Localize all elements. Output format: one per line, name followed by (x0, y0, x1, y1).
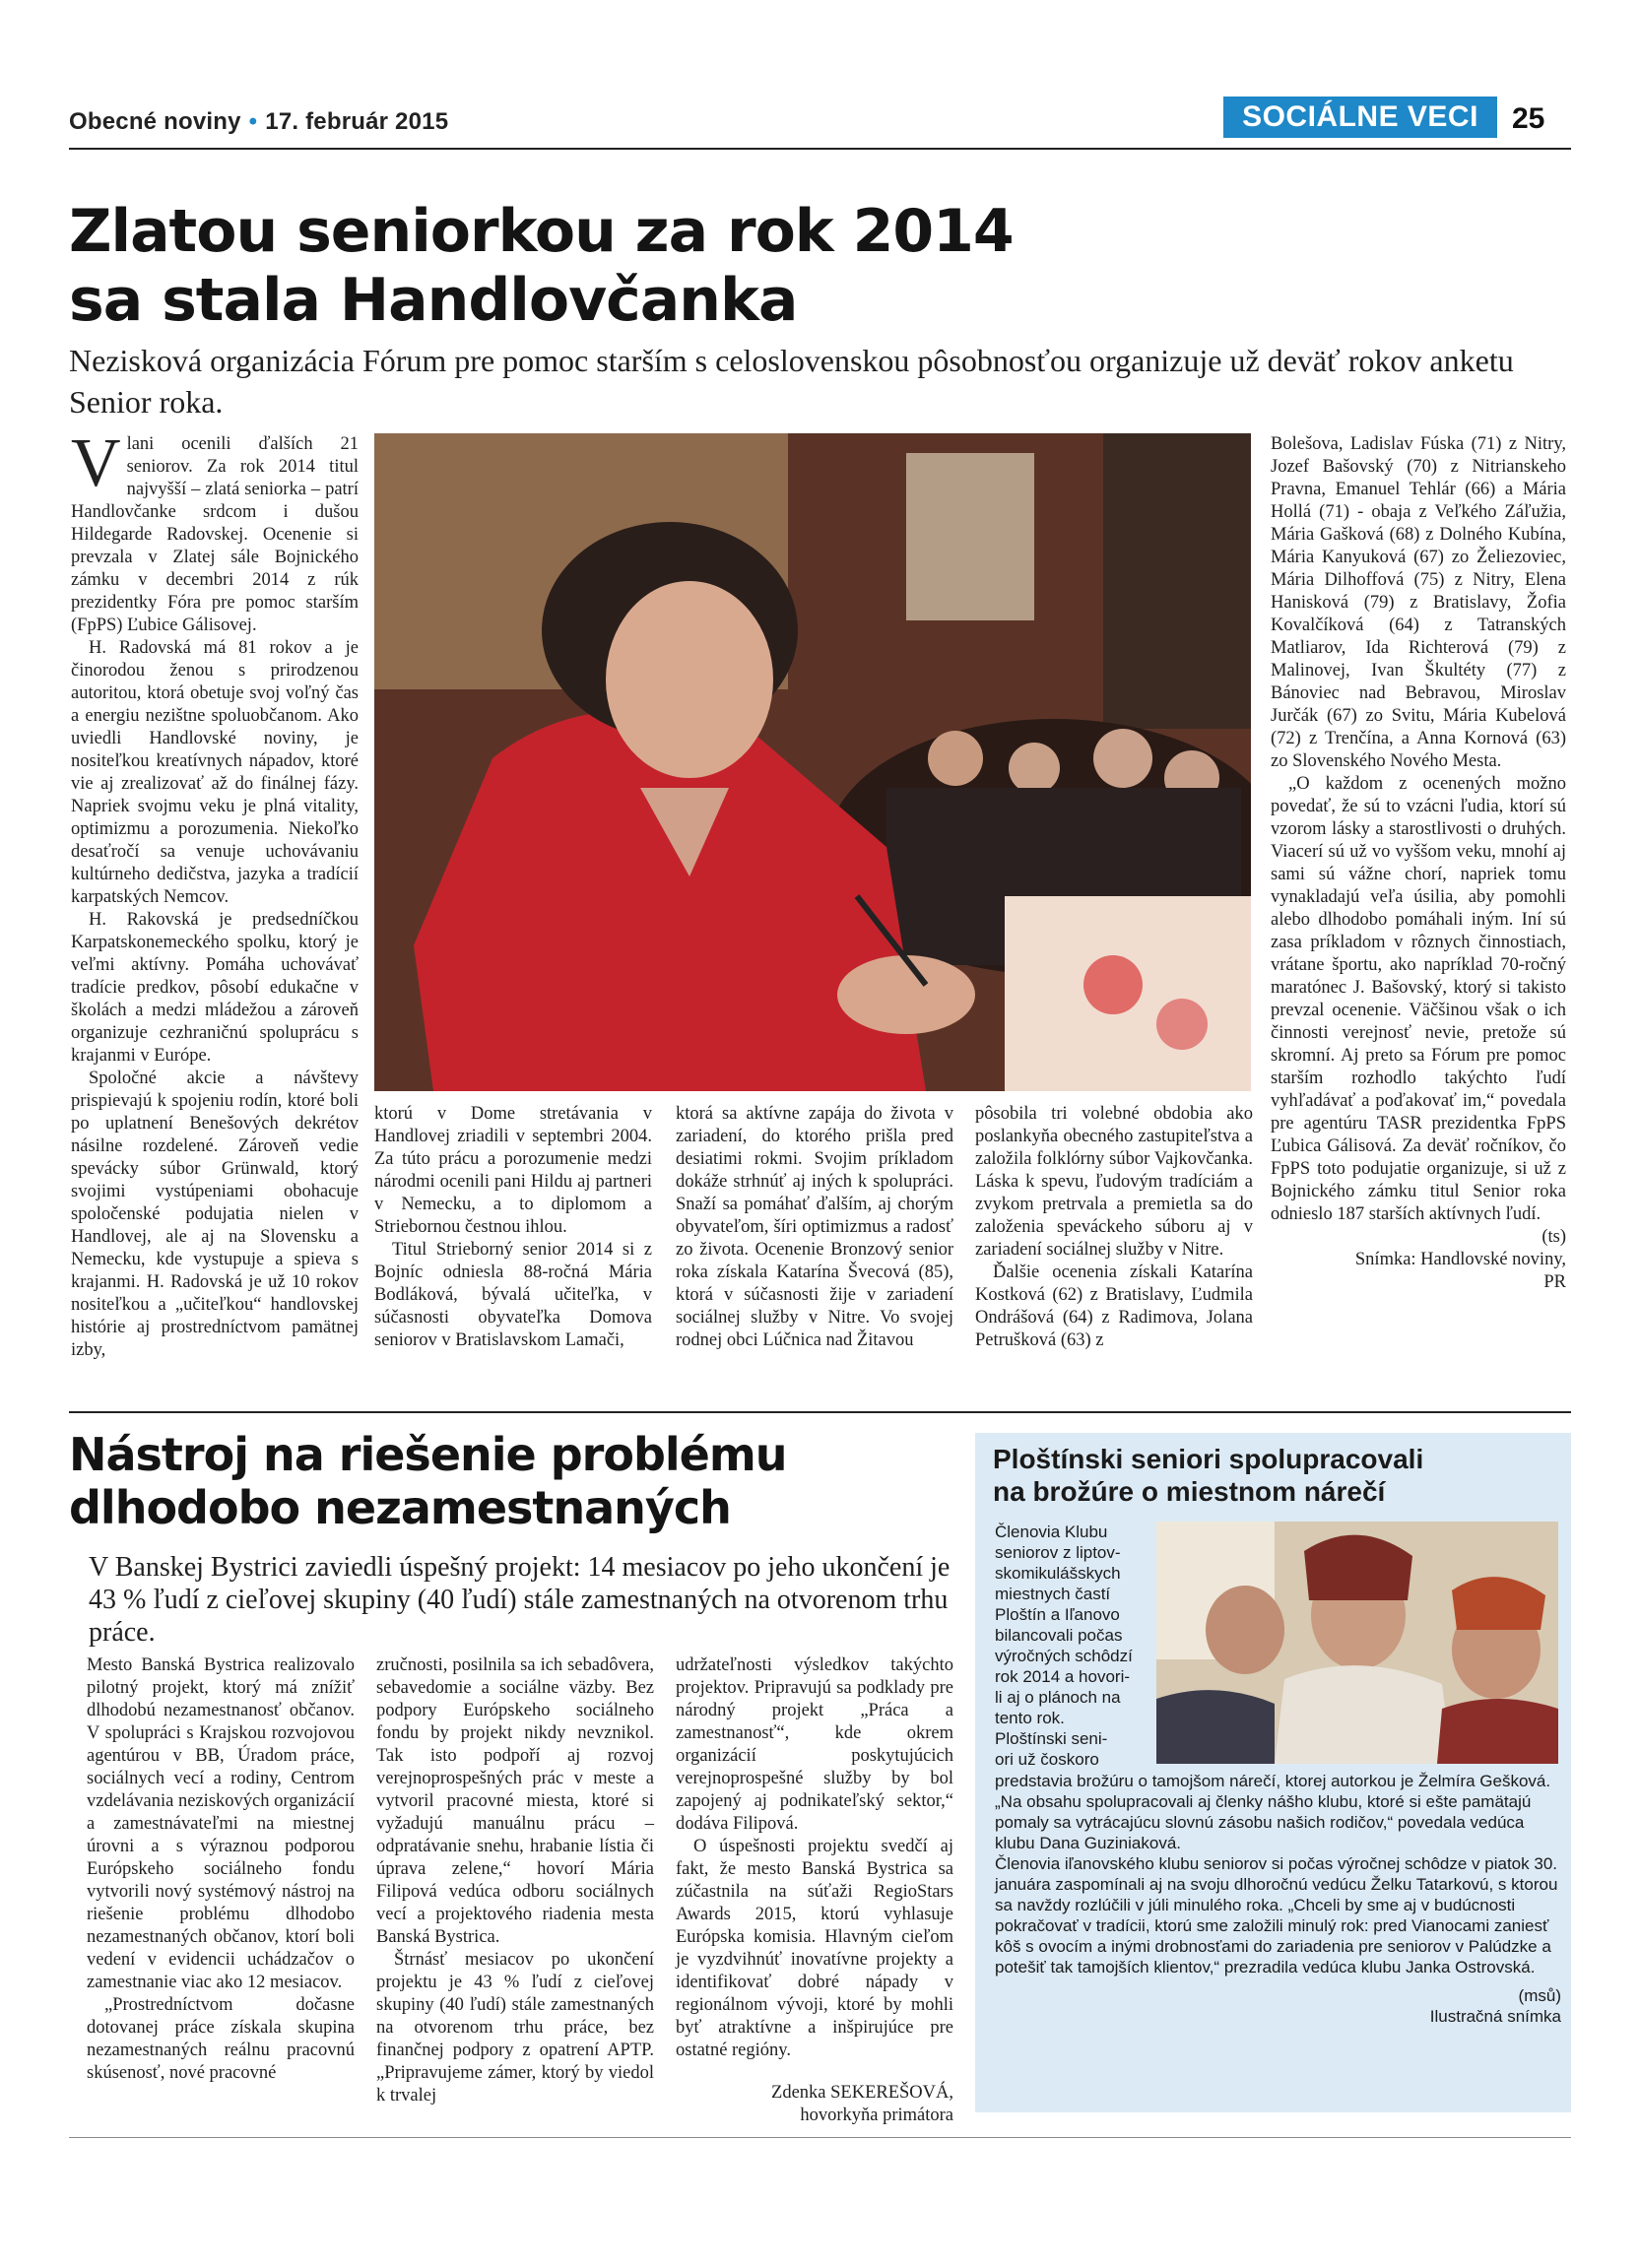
paragraph: O úspešnosti projektu svedčí aj fakt, že mesto Banská Bystrica sa zúčastnila na súťaži RegioStars Awards 2015, ktorú vyhlasuje Európska komisia. Hlavným cieľom je vyzdvihnúť inovatívne projekty a identifikovať dobré nápady v regionálnom vývoji, ktoré by mohli byť atraktívne a inšpirujúce pre ostatné regióny. (676, 1837, 953, 2060)
paragraph: ktorá sa aktívne zapája do života v zariadení, do ktorého prišla pred desiatimi rokmi. Svojim príkladom dokáže strhnúť aj iných k spolupráci. Snaží sa pomáhať ďalším, aj chorým obyvateľom, šíri optimizmus a radosť zo života. Ocenenie Bronzový senior roka získala Katarína Švecová (85), ktorá v súčasnosti žije v zariadení sociálnej služby v Nitre. Vo svojej rodnej obci Lúčnica nad Žitavou (676, 1104, 953, 1350)
paragraph: udržateľnosti výsledkov takýchto projektov. Pripravujú sa podklady pre národný projekt „Práca a zamestnanosť“, kde okrem organizácií poskytujúcich verejnoprospešné služby by bol zapojený aj podnikateľský sektor,“ dodáva Filipová. (676, 1655, 953, 1834)
box-body (995, 1771, 1561, 2027)
dropcap: V (71, 425, 121, 501)
author-initials: (ts) (1542, 1227, 1566, 1247)
box-title (993, 1443, 1559, 1508)
masthead (69, 108, 448, 136)
box-author: (msů) (1518, 1986, 1561, 2005)
lead-article2: V Banskej Bystrici zaviedli úspešný projekt: 14 mesiacov po jeho ukončení je 43 % ľudí z cieľovej skupiny (40 ľudí) stále zamestnaných na otvorenom trhu práce. (89, 1552, 951, 1648)
photo-credit: Snímka: Handlovské noviny, (1354, 1250, 1566, 1269)
headline-line: Zlatou seniorkou za rok 2014 (69, 197, 1014, 266)
paragraph: Mesto Banská Bystrica realizovalo pilotný projekt, ktorý má znížiť dlhodobú nezamestnanosť občanov. V spolupráci s Krajskou rozvojovou agentúrou v BB, Úradom práce, sociálnych vecí a rodiny, Centrom vzdelávania neziskových organizácií a zamestnávateľmi na miestnej úrovni a s výraznou podporou Európskeho sociálneho fondu vytvorili nový systémový nástroj na riešenie problému dlhodobo nezamestnaných občanov, ktorí boli vedení v evidencii uchádzačov o zamestnanie viac ako 12 mesiacov. (87, 1655, 355, 1992)
paragraph: „Prostredníctvom dočasne dotovanej práce získala skupina nezamestnaných reálnu pracovnú skúsenosť, nové pracovné (87, 1995, 355, 2083)
paragraph: Vlani ocenili ďalších 21 seniorov. Za rok 2014 titul najvyšší – zlatá seniorka – patrí Handlovčanke srdcom i dušou Hildegarde Radovskej. Ocenenie si prevzala v Zlatej sále Bojnického zámku v decembri 2014 z rúk prezidentky Fóra pre pomoc starším (FpPS) Ľubice Gálisovej. (71, 425, 359, 635)
photo-seniors-meeting (1156, 1522, 1558, 1764)
box-photo-credit: Ilustračná snímka (1429, 2007, 1561, 2026)
box-line: ori už čoskoro (995, 1750, 1099, 1769)
header-rule (69, 148, 1571, 150)
paragraph: Bolešova, Ladislav Fúska (71) z Nitry, Jozef Bašovský (70) z Nitrianskeho Pravna, Emanuel Tehlár (66) a Mária Hollá (71) - obaja z Veľkého Záľužia, Mária Gašková (68) z Dolného Kubína, Mária Kanyuková (67) zo Želiezoviec, Mária Dilhoffová (75) z Nitry, Elena Hanisková (79) z Bratislavy, Žofia Kovalčíková (64) z Tatranských Matliarov, Ida Richterová (79) z Malinovej, Ivan Škultéty (77) z Bánoviec nad Bebravou, Miroslav Jurčák (67) zo Svitu, Mária Kubelová (72) z Trenčína, a Anna Kornová (63) zo Slovenského Nového Mesta. (1271, 434, 1566, 771)
bullet-dot: • (248, 108, 258, 135)
article2-column-3 (676, 1654, 953, 2127)
paragraph: H. Radovská má 81 rokov a je činorodou ženou s prirodzenou autoritou, ktorá obetuje svoj voľný čas a energiu nezištne spoluobčanom. Ako uviedli Handlovské noviny, je nositeľkou kreatívnych nápadov, ktoré vie aj zrealizovať až do finálnej fázy. Napriek svojmu veku je plná vitality, optimizmu a porozumenia. Niekoľko desaťročí sa venuje uchovávaniu kultúrneho dedičstva, jazyka a tradícií karpatských Nemcov. (71, 638, 359, 907)
paper-name: Obecné noviny (69, 108, 241, 135)
article1-column-2 (374, 1103, 652, 1352)
paragraph: pôsobila tri volebné obdobia ako poslankyňa obecného zastupiteľstva a založila folklórny súbor Vajkovčanka. Láska k spevu, ľudovým tradíciám a zvykom pretrvala a premietla sa do založenia speváckeho súboru aj v zariadení sociálnej služby v Nitre. (975, 1104, 1253, 1260)
box-side-text (995, 1522, 1152, 1770)
paragraph: Štrnásť mesiacov po ukončení projektu je 43 % ľudí z cieľovej skupiny (40 ľudí) stále zamestnaných na otvorenom trhu práce, bez finančnej podpory z opatrení APTP. „Pripravujeme zámer, ktorý by viedol k trvalej (376, 1950, 654, 2106)
article1-column-4 (975, 1103, 1253, 1352)
article-divider (69, 1411, 1571, 1413)
box-line: skomikulášskych (995, 1564, 1121, 1583)
box-line: rok 2014 a hovori- (995, 1667, 1131, 1686)
paragraph: Ďalšie ocenenia získali Katarína Kostková (62) z Bratislavy, Ľudmila Ondrášová (64) z Radimova, Jolana Petrušková (63) z (975, 1263, 1253, 1350)
box-line: Členovia Klubu (995, 1523, 1108, 1541)
lead-article1: Nezisková organizácia Fórum pre pomoc starším s celoslovenskou pôsobnosťou organizuje už deväť rokov anketu Senior roka. (69, 343, 1514, 420)
headline-line: dlhodobo nezamestnaných (69, 1481, 731, 1534)
box-title-line: Ploštínski seniori spolupracovali (993, 1444, 1424, 1474)
paragraph: „O každom z ocenených možno povedať, že sú to vzácni ľudia, ktorí sú vzorom lásky a starostlivosti o druhých. Viacerí sú už vo vyššom veku, mnohí aj sami sú vážne chorí, napriek tomu vynakladajú veľa úsilia, aby pomohli alebo dlhodobo pomáhali iným. Iní sú zasa príkladom v rôznych činnostiach, vrátane športu, ako napríklad 70-ročný maratónec J. Bašovský, ktorý si takisto prevzal ocenenie. Väčšinou však o ich činnosti verejnosť nevie, pretože sú skromní. Aj preto sa Fórum pre pomoc starším rozhodlo takýchto ľudí vyhľadávať a poďakovať im,“ povedala pre agentúru TASR prezidentka FpPS Ľubica Gálisová. Za deväť ročníkov, čo FpPS toto podujatie organizuje, si už z Bojnického zámku titul Senior roka odnieslo 187 starších aktívnych ľudí. (1271, 774, 1566, 1224)
photo-credit: PR (1543, 1272, 1566, 1292)
box-line: miestnych častí (995, 1585, 1111, 1603)
paragraph: Členovia iľanovského klubu seniorov si počas výročnej schôdze v piatok 30. januára zaspomínali aj na svoju dlhoročnú vedúcu Želku Tatarkovú, s ktorou sa navždy rozlúčili v júli minulého roka. „Chceli by sme aj v budúcnosti pokračovať v tradícii, ktorú sme založili minulý rok: pred Vianocami zaniesť kôš s ovocím a inými drobnosťami do zariadenia pre seniorov v Palúdzke a potešiť tak tamojších klientov,“ prezradila vedúca klubu Janka Ostrovská. (995, 1854, 1558, 1976)
box-line: Ploštínski seni- (995, 1729, 1108, 1748)
headline-article1 (69, 197, 1349, 335)
article2-column-2 (376, 1654, 654, 2107)
paragraph: Spoločné akcie a návštevy prispievajú k spojeniu rodín, ktoré boli po uplatnení Benešových dekrétov násilne rozdelené. Zároveň vedie spevácky súbor Grünwald, ktorý svojimi vystúpeniami obohacuje spoločenské podujatia nielen v Handlovej, ale aj na Slovensku a Nemecku, kde vystupuje a spieva s krajanmi. H. Radovská je už 10 rokov nositeľkou a „učiteľkou“ handlovskej histórie aj prostredníctvom pamätnej izby, (71, 1069, 359, 1360)
box-line: bilancovali počas (995, 1626, 1123, 1645)
article1-column-5 (1271, 433, 1566, 1294)
headline-article2 (69, 1428, 955, 1534)
article1-column-1 (71, 425, 359, 1362)
paragraph: H. Rakovská je predsedníčkou Karpatskonemeckého spolku, ktorý je veľmi aktívny. Pomáha uchovávať tradície predkov, pôsobí edukačne v školách a medzi mládežou a zároveň organizuje cezhraničnú spoluprácu s krajanmi v Európe. (71, 910, 359, 1066)
box-line: seniorov z liptov- (995, 1543, 1121, 1562)
section-tag: SOCIÁLNE VECI (1223, 97, 1497, 138)
paragraph: Titul Strieborný senior 2014 si z Bojníc odniesla 88-ročná Mária Bodláková, bývalá učiteľka, v súčasnosti obyvateľka Domova seniorov v Bratislavskom Lamači, (374, 1240, 652, 1350)
article2-column-1 (87, 1654, 355, 2085)
footer-rule (69, 2137, 1571, 2138)
paragraph: ktorú v Dome stretávania v Handlovej zriadili v septembri 2004. Za túto prácu a porozumenie medzi národmi ocenili pani Hildu aj partneri v Nemecku, a to diplomom a Striebornou čestnou ihlou. (374, 1104, 652, 1237)
headline-line: sa stala Handlovčanka (69, 266, 798, 335)
issue-date: 17. február 2015 (265, 108, 449, 135)
author-role: hovorkyňa primátora (800, 2106, 953, 2125)
box-line: výročných schôdzí (995, 1647, 1133, 1665)
author-name: Zdenka SEKEREŠOVÁ, (771, 2083, 953, 2103)
headline-line: Nástroj na riešenie problému (69, 1428, 787, 1481)
box-line: tento rok. (995, 1709, 1065, 1727)
box-photo (1156, 1522, 1558, 1764)
article-photo (374, 433, 1251, 1091)
box-title-line: na brožúre o miestnom nárečí (993, 1476, 1386, 1507)
paragraph: predstavia brožúru o tamojšom nárečí, ktorej autorkou je Želmíra Gešková. „Na obsahu spolupracovali aj členky nášho klubu, ktoré si ešte pamätajú pomaly sa vytrácajúcu slovnú zásobu našich rodičov,“ povedala vedúca klubu Dana Guziniaková. (995, 1772, 1551, 1852)
article1-column-3 (676, 1103, 953, 1352)
photo-woman-signing (374, 433, 1251, 1091)
box-line: li aj o plánoch na (995, 1688, 1121, 1707)
box-line: Ploštín a Iľanovo (995, 1605, 1120, 1624)
paragraph: zručnosti, posilnila sa ich sebadôvera, sebavedomie a sociálne väzby. Bez podpory Európskeho sociálneho fondu by projekt nikdy nevznikol. Tak isto podpoří aj rozvoj verejnoprospešných prác v meste a vytvoril pracovné miesta, ktoré si vyžadujú manuálnu prácu – odpratávanie snehu, hrabanie lístia či úprava zelene,“ hovorí Mária Filipová vedúca odboru sociálnych vecí a projektového riadenia mesta Banská Bystrica. (376, 1655, 654, 1947)
page-number: 25 (1512, 102, 1545, 135)
